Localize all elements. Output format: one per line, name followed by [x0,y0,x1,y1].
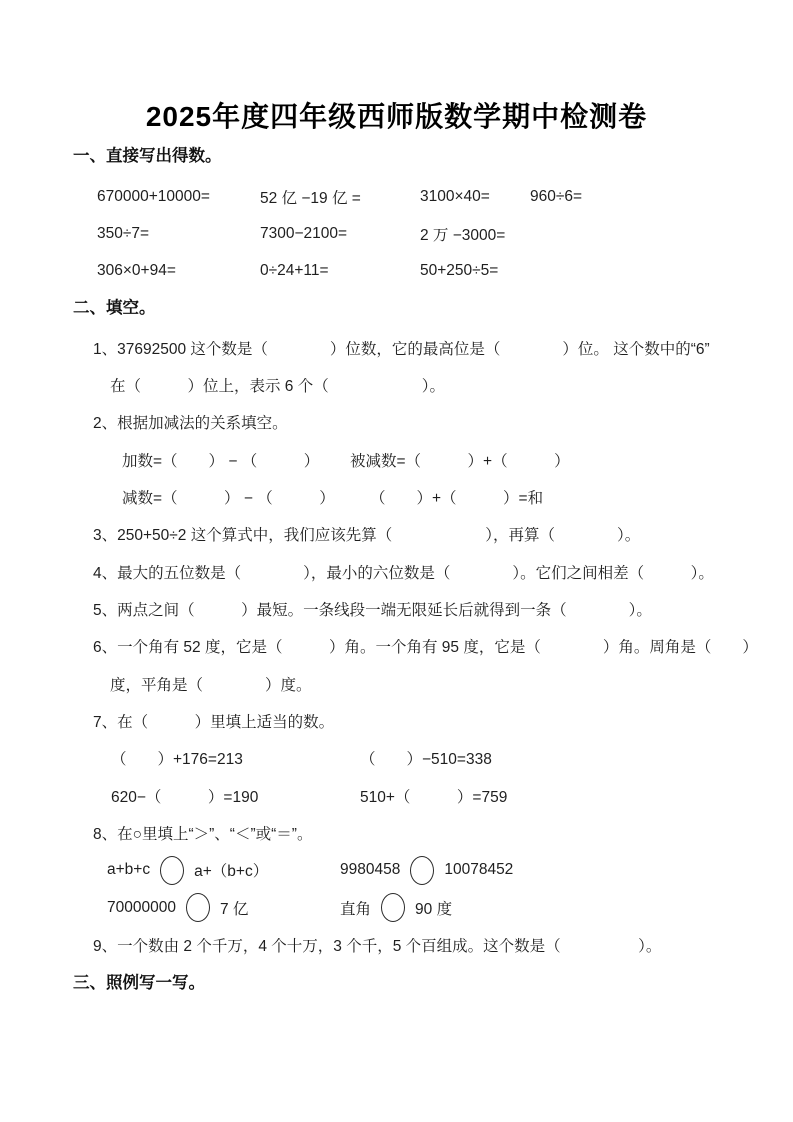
question-8-row-2 [107,889,793,926]
compare-left: a+b+c [107,861,151,879]
blank-equation: （ ）−510=338 [360,751,492,769]
calc-item: 50+250÷5= [420,261,499,279]
question-8: 8、在○里填上“＞”、“＜”或“＝”。 [93,826,313,844]
blank-equation: 620−（ ）=190 [111,788,259,806]
comparison-circle [160,856,184,885]
comparison-pair [107,893,340,922]
calc-row-1 [97,178,793,215]
compare-right: 90 度 [415,900,453,918]
calc-item: 0÷24+11= [260,261,329,279]
comparison-pair [340,856,573,885]
comparison-circle [410,856,434,885]
calc-item: 960÷6= [530,187,583,205]
minuend-equation: 被减数=（ ）+（ ） [350,452,570,470]
calc-item: 52 亿 −19 亿 = [260,189,361,207]
subtrahend-equation: 减数=（ ） − （ ） [122,490,335,508]
question-5: 5、两点之间（ ）最短。一条线段一端无限延长后就得到一条（ ）。 [93,602,652,620]
compare-right: a+（b+c） [194,863,269,881]
question-3: 3、250+50÷2 这个算式中，我们应该先算（ ），再算（ ）。 [93,527,641,545]
question-8-row-1 [107,852,793,889]
fill-in-blanks-block [0,329,793,964]
question-2: 2、根据加减法的关系填空。 [93,415,288,433]
calc-item: 350÷7= [97,224,150,242]
calc-item: 306×0+94= [97,261,176,279]
question-2-row-2 [122,478,793,515]
section-1-heading: 一、直接写出得数。 [73,147,222,165]
addend-equation: 加数=（ ） − （ ） [122,452,320,470]
calc-row-2 [97,215,793,252]
question-4: 4、最大的五位数是（ ），最小的六位数是（ ）。它们之间相差（ ）。 [93,564,714,582]
compare-left: 70000000 [107,898,176,916]
question-1-line-1: 1、37692500 这个数是（ ）位数，它的最高位是（ ）位。 这个数中的“6” [93,340,710,358]
question-1-line-2: 在（ ）位上，表示 6 个（ ）。 [110,378,445,396]
question-2-row-1 [122,441,793,478]
compare-left: 9980458 [340,861,401,879]
section-3-heading: 三、照例写一写。 [73,973,205,992]
comparison-circle [186,893,210,922]
blank-equation: （ ）+176=213 [111,751,243,769]
compare-left: 直角 [340,900,372,918]
page-title: 2025年度四年级西师版数学期中检测卷 [145,101,648,132]
calc-row-3 [97,252,793,289]
calc-item: 2 万 −3000= [420,226,506,244]
comparison-pair [340,893,573,922]
question-7-row-1 [111,740,793,777]
comparison-circle [381,893,405,922]
calc-item: 7300−2100= [260,224,348,242]
mental-math-grid [0,178,793,289]
calc-item: 670000+10000= [97,187,210,205]
blank-equation: 510+（ ）=759 [360,788,508,806]
compare-right: 10078452 [444,861,514,879]
question-7-row-2 [111,777,793,814]
question-6-line-2: 度，平角是（ ）度。 [110,676,312,694]
calc-item: 3100×40= [420,187,490,205]
question-6-line-1: 6、一个角有 52 度，它是（ ）角。一个角有 95 度，它是（ ）角。周角是（ ） [93,639,758,657]
sum-equation: （ ）+（ ）=和 [370,490,544,508]
section-2-heading: 二、填空。 [73,299,156,317]
question-7: 7、在（ ）里填上适当的数。 [93,714,335,732]
comparison-pair [107,856,340,885]
compare-right: 7 亿 [219,900,249,918]
question-9: 9、一个数由 2 个千万，4 个十万，3 个千，5 个百组成。这个数是（ ）。 [93,938,662,956]
